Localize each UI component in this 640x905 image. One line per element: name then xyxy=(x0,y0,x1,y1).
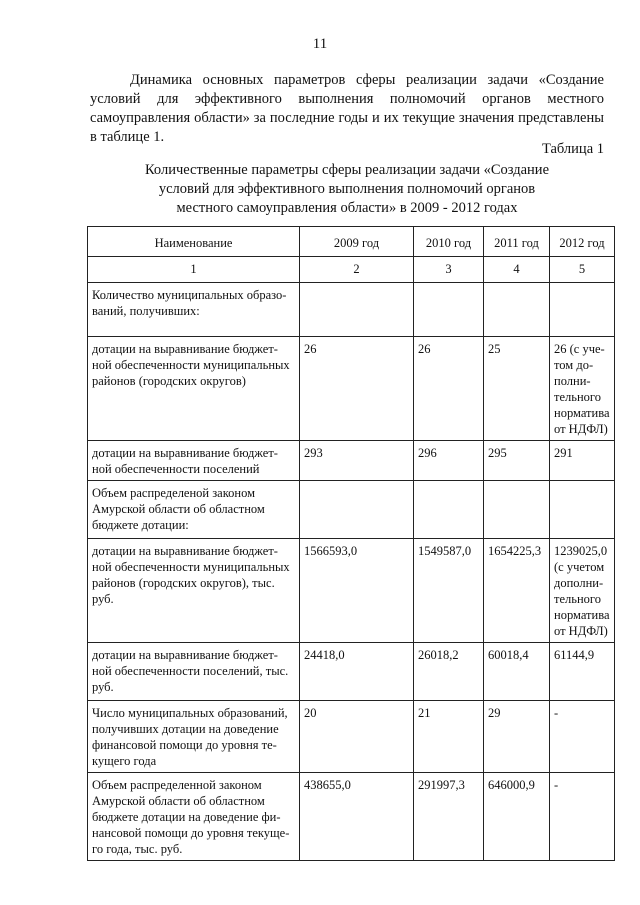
value-2012-cell xyxy=(550,481,615,539)
table-row xyxy=(88,441,615,481)
index-cell: 4 xyxy=(484,257,550,283)
value-2011-cell: 646000,9 xyxy=(484,773,550,861)
row-name-cell: дотации на выравнивание бюджет-ной обеспеченности поселений, тыс. руб. xyxy=(88,643,300,701)
value-2010-cell: 21 xyxy=(414,701,484,773)
index-cell: 2 xyxy=(300,257,414,283)
caption-line: Количественные параметры сферы реализации задачи «Создание xyxy=(144,162,550,178)
row-name-cell: Количество муниципальных образо-ваний, получивших: xyxy=(88,283,300,337)
value-2010-cell xyxy=(414,481,484,539)
intro-paragraph: Динамика основных параметров сферы реализации задачи «Создание условий для эффективного выполнения полномочий органов местного самоуправления области» за последние годы и их текущие значения представлены в таблице 1. xyxy=(90,72,604,145)
value-2011-cell: 1654225,3 xyxy=(484,539,550,643)
row-name-cell: дотации на выравнивание бюджет-ной обеспеченности муниципальных районов (городских округов) xyxy=(88,337,300,441)
value-2009-cell: 1566593,0 xyxy=(300,539,414,643)
value-2010-cell: 26 xyxy=(414,337,484,441)
table-row xyxy=(88,643,615,701)
index-cell: 5 xyxy=(550,257,615,283)
row-name-cell: Объем распределенной законом Амурской области об областном бюджете дотации на доведение фи-нансовой помощи до уровня текуще-го года, тыс. руб. xyxy=(88,773,300,861)
value-2009-cell xyxy=(300,481,414,539)
row-name-cell: дотации на выравнивание бюджет-ной обеспеченности поселений xyxy=(88,441,300,481)
value-2011-cell xyxy=(484,481,550,539)
table-label: Таблица 1 xyxy=(541,141,604,157)
value-2009-cell: 293 xyxy=(300,441,414,481)
column-index-row xyxy=(88,257,615,283)
value-2010-cell: 26018,2 xyxy=(414,643,484,701)
value-2012-cell: 61144,9 xyxy=(550,643,615,701)
value-2011-cell: 25 xyxy=(484,337,550,441)
value-2010-cell: 296 xyxy=(414,441,484,481)
header-2010: 2010 год xyxy=(414,227,484,257)
value-2012-cell: 1239025,0 (с учетом дополни-тельного норматива от НДФЛ) xyxy=(550,539,615,643)
value-2010-cell xyxy=(414,283,484,337)
caption-line: местного самоуправления области» в 2009 - 2012 годах xyxy=(176,200,518,216)
value-2011-cell: 29 xyxy=(484,701,550,773)
value-2009-cell xyxy=(300,283,414,337)
value-2009-cell: 438655,0 xyxy=(300,773,414,861)
value-2012-cell: - xyxy=(550,773,615,861)
table-header-row xyxy=(88,227,615,257)
value-2009-cell: 26 xyxy=(300,337,414,441)
value-2009-cell: 20 xyxy=(300,701,414,773)
table-row xyxy=(88,773,615,861)
row-name-cell: дотации на выравнивание бюджет-ной обеспеченности муниципальных районов (городских округов), тыс. руб. xyxy=(88,539,300,643)
value-2011-cell xyxy=(484,283,550,337)
value-2012-cell: 291 xyxy=(550,441,615,481)
row-name-cell: Число муниципальных образований, получивших дотации на доведение финансовой помощи до уровня те-кущего года xyxy=(88,701,300,773)
value-2009-cell: 24418,0 xyxy=(300,643,414,701)
table-caption xyxy=(90,161,604,218)
value-2010-cell: 1549587,0 xyxy=(414,539,484,643)
header-2012: 2012 год xyxy=(550,227,615,257)
index-cell: 3 xyxy=(414,257,484,283)
row-name-cell: Объем распределеной законом Амурской области об областном бюджете дотации: xyxy=(88,481,300,539)
page-number: 11 xyxy=(312,36,328,52)
caption-line: условий для эффективного выполнения полномочий органов xyxy=(158,181,536,197)
parameters-table xyxy=(87,226,615,861)
value-2011-cell: 60018,4 xyxy=(484,643,550,701)
value-2011-cell: 295 xyxy=(484,441,550,481)
value-2012-cell: 26 (с уче-том до-полни-тельного норматива от НДФЛ) xyxy=(550,337,615,441)
value-2010-cell: 291997,3 xyxy=(414,773,484,861)
value-2012-cell xyxy=(550,283,615,337)
header-2011: 2011 год xyxy=(484,227,550,257)
index-cell: 1 xyxy=(88,257,300,283)
table-row xyxy=(88,481,615,539)
table-row xyxy=(88,337,615,441)
header-name: Наименование xyxy=(88,227,300,257)
table-row xyxy=(88,539,615,643)
table-row xyxy=(88,283,615,337)
value-2012-cell: - xyxy=(550,701,615,773)
table-row xyxy=(88,701,615,773)
header-2009: 2009 год xyxy=(300,227,414,257)
